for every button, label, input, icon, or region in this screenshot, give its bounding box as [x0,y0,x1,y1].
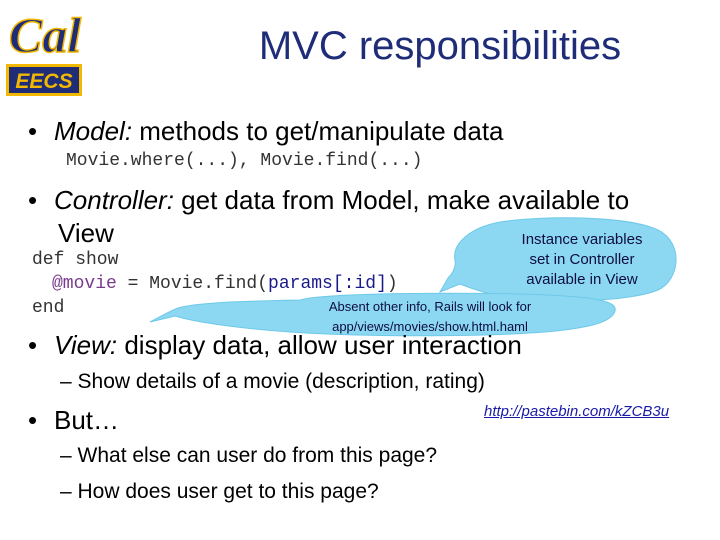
logo-cal-word: Cal [8,7,82,63]
bullet-dot: • [28,116,38,146]
slide-title: MVC responsibilities [258,24,622,68]
callout-instance-text [488,230,676,290]
bullet-model-term: Model: [54,116,133,146]
code-line-def: def show [32,250,119,270]
bullet-but [28,405,119,436]
bullet-controller-continuation: View [58,218,114,248]
bullet-controller-term: Controller: [54,185,174,215]
bullet-dot: • [28,185,38,215]
bullet-model-text: methods to get/manipulate data [132,116,504,146]
callout-instance-line3: available in View [526,271,638,288]
bullet-dot: • [28,405,38,435]
callout-absent-line1: Absent other info, Rails will look for [328,299,532,314]
bullet-view-term: View: [54,330,118,360]
code-line-end: end [32,298,65,318]
callout-instance-line1: Instance variables [521,231,643,248]
bullet-controller [28,185,629,216]
code-assign-rest: = Movie.find( [116,274,269,294]
bullet-dot: • [28,330,38,360]
bullet-but-label: But… [54,405,120,435]
but-subpoint-2: – How does user get to this page? [60,480,379,503]
bullet-controller-text: get data from Model, make available to [173,185,630,215]
code-params: params[:id] [268,274,387,294]
code-instance-var: @movie [52,274,117,294]
view-subpoint: – Show details of a movie (description, rating) [60,370,485,393]
logo-badge-text: EECS [15,70,73,93]
callout-absent-line2: app/views/movies/show.html.haml [332,319,528,334]
pastebin-link[interactable]: http://pastebin.com/kZCB3u [484,403,670,420]
code-close-paren: ) [386,274,398,294]
bullet-model [28,116,504,147]
code-line-assign [52,274,398,294]
model-code: Movie.where(...), Movie.find(...) [66,151,423,171]
bullet-view-text: display data, allow user interaction [117,330,522,360]
but-subpoint-1: – What else can user do from this page? [60,444,438,467]
callout-instance-line2: set in Controller [529,251,635,268]
bullet-view [28,330,522,361]
